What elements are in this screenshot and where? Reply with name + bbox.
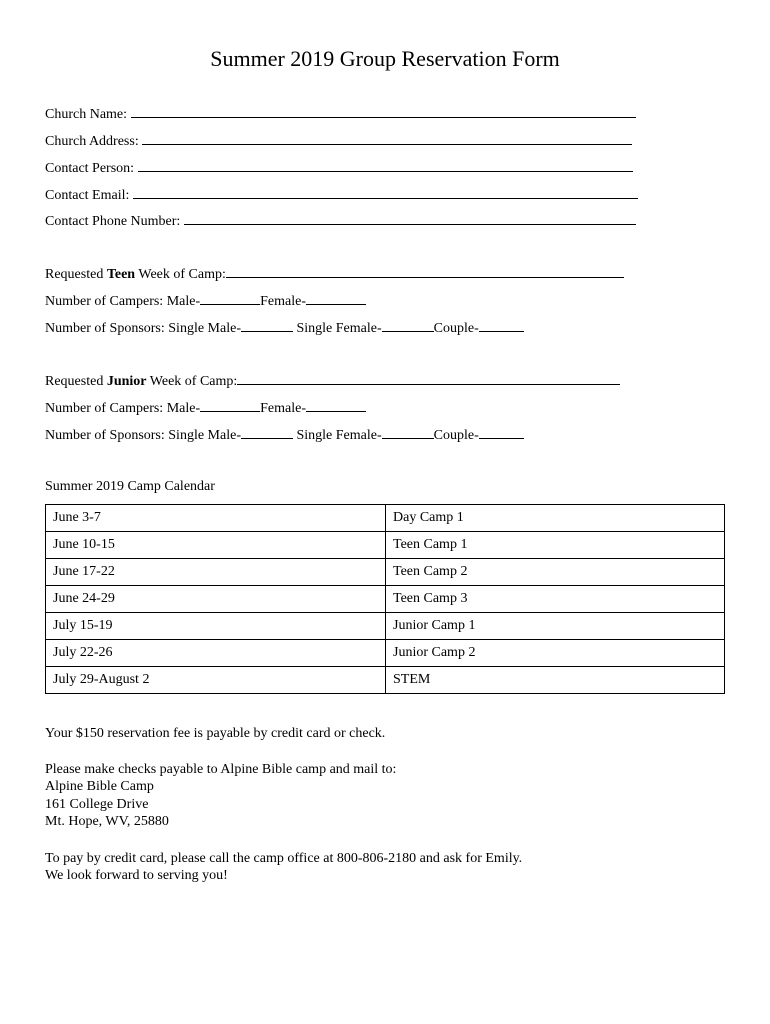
address-line-1: Alpine Bible Camp bbox=[45, 779, 154, 794]
junior-week-bold: Junior bbox=[106, 374, 147, 389]
contact-email-label: Contact Email: bbox=[45, 188, 130, 203]
teen-campers-row bbox=[45, 291, 366, 309]
calendar-camp-cell: Teen Camp 2 bbox=[386, 559, 725, 586]
calendar-dates-cell: June 3-7 bbox=[46, 505, 386, 532]
table-row bbox=[46, 640, 725, 667]
church-name-label: Church Name: bbox=[45, 107, 128, 122]
camp-calendar-table bbox=[45, 504, 725, 694]
check-intro-text: Please make checks payable to Alpine Bible camp and mail to: bbox=[45, 762, 397, 777]
junior-week-label: Week of Camp: bbox=[146, 374, 238, 389]
teen-female-campers-field[interactable] bbox=[306, 291, 366, 305]
address-line-3: Mt. Hope, WV, 25880 bbox=[45, 814, 169, 829]
junior-sponsors-row bbox=[45, 425, 524, 443]
teen-sponsors-row bbox=[45, 318, 524, 336]
calendar-dates-cell: July 15-19 bbox=[46, 613, 386, 640]
calendar-dates-cell: July 22-26 bbox=[46, 640, 386, 667]
table-row bbox=[46, 613, 725, 640]
teen-single-male-field[interactable] bbox=[241, 318, 293, 332]
teen-female-label: Female- bbox=[260, 294, 306, 309]
calendar-camp-cell: STEM bbox=[386, 667, 725, 694]
contact-person-label: Contact Person: bbox=[45, 161, 135, 176]
junior-male-campers-field[interactable] bbox=[200, 398, 260, 412]
junior-female-label: Female- bbox=[260, 401, 306, 416]
contact-phone-field[interactable] bbox=[184, 211, 636, 225]
calendar-dates-cell: July 29-August 2 bbox=[46, 667, 386, 694]
teen-week-field[interactable] bbox=[226, 264, 624, 278]
teen-male-campers-field[interactable] bbox=[200, 291, 260, 305]
contact-email-field[interactable] bbox=[133, 185, 638, 199]
church-address-row bbox=[45, 131, 632, 149]
junior-week-row bbox=[45, 371, 620, 389]
junior-couple-label: Couple- bbox=[433, 428, 479, 443]
junior-week-field[interactable] bbox=[237, 371, 620, 385]
teen-couple-field[interactable] bbox=[479, 318, 524, 332]
calendar-dates-cell: June 10-15 bbox=[46, 532, 386, 559]
calendar-dates-cell: June 17-22 bbox=[46, 559, 386, 586]
calendar-camp-cell: Junior Camp 1 bbox=[386, 613, 725, 640]
church-name-field[interactable] bbox=[131, 104, 636, 118]
credit-card-text: To pay by credit card, please call the camp office at 800-806-2180 and ask for Emily. bbox=[45, 851, 523, 866]
table-row bbox=[46, 667, 725, 694]
calendar-dates-cell: June 24-29 bbox=[46, 586, 386, 613]
teen-couple-label: Couple- bbox=[433, 321, 479, 336]
teen-single-female-field[interactable] bbox=[382, 318, 434, 332]
closing-text: We look forward to serving you! bbox=[45, 868, 228, 883]
table-row bbox=[46, 559, 725, 586]
form-title: Summer 2019 Group Reservation Form bbox=[210, 46, 560, 71]
junior-couple-field[interactable] bbox=[479, 425, 524, 439]
junior-single-female-field[interactable] bbox=[382, 425, 434, 439]
church-name-row bbox=[45, 104, 636, 122]
teen-sponsors-label: Number of Sponsors: Single Male- bbox=[45, 321, 241, 336]
table-row bbox=[46, 505, 725, 532]
junior-single-male-field[interactable] bbox=[241, 425, 293, 439]
junior-campers-label: Number of Campers: Male- bbox=[45, 401, 201, 416]
junior-week-prefix: Requested bbox=[45, 374, 107, 389]
teen-single-female-label: Single Female- bbox=[292, 321, 382, 336]
teen-week-row bbox=[45, 264, 624, 282]
table-row bbox=[46, 586, 725, 613]
junior-campers-row bbox=[45, 398, 366, 416]
calendar-camp-cell: Teen Camp 3 bbox=[386, 586, 725, 613]
church-address-field[interactable] bbox=[142, 131, 632, 145]
teen-week-label: Week of Camp: bbox=[135, 267, 226, 282]
fee-text: Your $150 reservation fee is payable by credit card or check. bbox=[45, 726, 386, 741]
teen-campers-label: Number of Campers: Male- bbox=[45, 294, 201, 309]
contact-phone-label: Contact Phone Number: bbox=[45, 214, 181, 229]
calendar-camp-cell: Teen Camp 1 bbox=[386, 532, 725, 559]
junior-sponsors-label: Number of Sponsors: Single Male- bbox=[45, 428, 241, 443]
junior-female-campers-field[interactable] bbox=[306, 398, 366, 412]
teen-week-prefix: Requested bbox=[45, 267, 107, 282]
teen-week-bold: Teen bbox=[106, 267, 136, 282]
calendar-camp-cell: Day Camp 1 bbox=[386, 505, 725, 532]
contact-person-row bbox=[45, 158, 633, 176]
calendar-heading: Summer 2019 Camp Calendar bbox=[45, 479, 215, 494]
table-row bbox=[46, 532, 725, 559]
address-line-2: 161 College Drive bbox=[45, 797, 149, 812]
contact-phone-row bbox=[45, 211, 636, 229]
contact-person-field[interactable] bbox=[138, 158, 633, 172]
contact-email-row bbox=[45, 185, 638, 203]
junior-single-female-label: Single Female- bbox=[292, 428, 382, 443]
calendar-camp-cell: Junior Camp 2 bbox=[386, 640, 725, 667]
church-address-label: Church Address: bbox=[45, 134, 139, 149]
